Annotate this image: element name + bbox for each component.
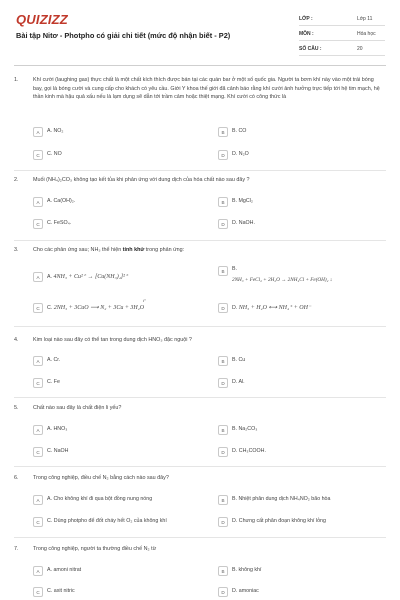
meta-value: 20 xyxy=(357,46,363,52)
meta-value: Hóa học xyxy=(357,31,376,37)
meta-label: MÔN : xyxy=(299,31,314,37)
meta-divider xyxy=(299,55,385,56)
option-text: A. amoni nitrat xyxy=(47,567,82,573)
option-letter-badge: A xyxy=(33,272,43,282)
question-text: Muối (NH₄)₂CO₃ không tạo kết tủa khi phản ứng với dung dịch của hóa chất nào sau đây ? xyxy=(33,177,250,183)
option-text: A. Ca(OH)₂. xyxy=(47,198,76,204)
question-text: Khí cười (laughing gas) thực chất là một chất kích thích được bán tại các quán bar ở một số quốc gia. Người ta bơm khí này vào một trái bóng bay, gọi là bóng cười và cung cấp cho khách có yêu cầu. Giới Y khoa thế giới đã cảnh báo rằng khí cười ảnh hưởng trực tiếp tới hệ tim mạch, hệ thần kinh mà hậu quả xấu nếu là lạm dụng sẽ dẫn tới trầm cảm hoặc thiệt mạng. Khí cười có công thức là xyxy=(33,77,380,101)
option-text: B. Cu xyxy=(232,357,246,363)
question-text: Chất nào sau đây là chất điện li yếu? xyxy=(33,405,122,411)
question-text: Trong công nghiệp, người ta thường điều chế N₂ từ xyxy=(33,546,157,552)
question-number: 5. xyxy=(14,405,19,411)
question-text-part: Cho các phản ứng sau; NH₃ thể hiện xyxy=(33,247,123,253)
option-text: C. Dùng photpho để đốt cháy hết O₂ của không khí xyxy=(47,518,167,524)
option-text: B. Na₂CO₃ xyxy=(232,426,258,432)
reaction-condition: t° xyxy=(143,298,146,303)
option-text: D. CH₃COOH. xyxy=(232,448,266,454)
header-divider xyxy=(14,65,386,66)
option-text: B. Nhiệt phân dung dịch NH₄NO₂ bão hòa xyxy=(232,496,331,502)
equation: 2NH₃ + FeCl₂ + 2H₂O → 2NH₄Cl + Fe(OH)₂ ↓ xyxy=(232,277,333,283)
option-letter-badge: C xyxy=(33,219,43,229)
option-text: A. Cho không khí đi qua bột đồng nung nóng xyxy=(47,496,153,502)
meta-value: Lớp 11 xyxy=(357,16,373,22)
meta-label: SỐ CÂU : xyxy=(299,46,322,52)
option-prefix: A. xyxy=(47,274,53,280)
option-letter-badge: C xyxy=(33,587,43,597)
option-prefix: C. xyxy=(47,305,53,311)
option-letter-badge: C xyxy=(33,378,43,388)
question-divider xyxy=(14,326,386,327)
question-text-emphasis: tính khử xyxy=(122,247,145,253)
option-letter-badge: D xyxy=(218,150,228,160)
option-letter-badge: C xyxy=(33,447,43,457)
option-letter-badge: D xyxy=(218,219,228,229)
option-letter-badge: D xyxy=(218,447,228,457)
equation: 2NH₃ + 3CuO ⟶ N₂ + 3Cu + 3H₂O xyxy=(53,305,145,311)
option-text: D. N₂O xyxy=(232,151,249,157)
option-text: C. NO xyxy=(47,151,62,157)
equation: 4NH₃ + Cu²⁺ → [Cu(NH₃)₄]²⁺ xyxy=(53,274,129,280)
option-text xyxy=(47,273,128,280)
option-letter-badge: A xyxy=(33,425,43,435)
question-number: 7. xyxy=(14,546,19,552)
option-text: B. CO xyxy=(232,128,247,134)
question-divider xyxy=(14,240,386,241)
option-letter-badge: B xyxy=(218,566,228,576)
equation: NH₃ + H₂O ⟷ NH₄⁺ + OH⁻ xyxy=(238,305,312,311)
option-text: D. NaOH. xyxy=(232,220,255,226)
option-text xyxy=(232,304,311,311)
option-letter-badge: B xyxy=(218,266,228,276)
question-divider xyxy=(14,537,386,538)
option-text xyxy=(47,304,144,311)
question-text-part: trong phản ứng: xyxy=(144,247,185,253)
option-letter-badge: A xyxy=(33,566,43,576)
question-text: Kim loại nào sau đây có thể tan trong dung dịch HNO₃ đặc nguội ? xyxy=(33,337,192,343)
page-header xyxy=(0,0,400,64)
option-letter-badge: D xyxy=(218,517,228,527)
option-text: A. Cr. xyxy=(47,357,61,363)
option-letter-badge: A xyxy=(33,356,43,366)
question-divider xyxy=(14,397,386,398)
option-letter-badge: B xyxy=(218,127,228,137)
question-divider xyxy=(14,466,386,467)
question-number: 6. xyxy=(14,475,19,481)
option-letter-badge: A xyxy=(33,495,43,505)
question-number: 2. xyxy=(14,177,19,183)
option-text: C. Fe xyxy=(47,379,60,385)
option-text: A. NO₂ xyxy=(47,128,64,134)
option-text: D. Al. xyxy=(232,379,245,385)
option-letter-badge: D xyxy=(218,587,228,597)
option-text: B. không khí xyxy=(232,567,262,573)
question-divider xyxy=(14,170,386,171)
option-text: C. FeSO₄. xyxy=(47,220,72,226)
option-letter-badge: D xyxy=(218,378,228,388)
option-text: C. NaOH xyxy=(47,448,69,454)
question-number: 3. xyxy=(14,247,19,253)
question-text xyxy=(33,246,383,255)
option-prefix: D. xyxy=(232,305,238,311)
option-letter-badge: D xyxy=(218,303,228,313)
document-title: Bài tập Nitơ - Photpho có giải chi tiết (mức độ nhận biết - P2) xyxy=(16,31,231,40)
option-text: C. axit nitric xyxy=(47,588,75,594)
option-letter-badge: A xyxy=(33,197,43,207)
option-text: D. amoniac xyxy=(232,588,259,594)
option-letter-badge: B xyxy=(218,197,228,207)
question-number: 1. xyxy=(14,77,19,83)
option-letter-badge: C xyxy=(33,517,43,527)
option-text: A. HNO₃ xyxy=(47,426,68,432)
option-letter-badge: C xyxy=(33,150,43,160)
question-text: Trong công nghiệp, điều chế N₂ bằng cách nào sau đây? xyxy=(33,475,169,481)
meta-divider xyxy=(299,25,385,26)
option-letter-badge: B xyxy=(218,425,228,435)
option-letter-badge: A xyxy=(33,127,43,137)
option-letter-badge: B xyxy=(218,356,228,366)
meta-divider xyxy=(299,40,385,41)
option-text: D. Chưng cất phân đoạn không khí lỏng xyxy=(232,518,326,524)
option-letter-badge: B xyxy=(218,495,228,505)
question-number: 4. xyxy=(14,337,19,343)
option-text: B. MgCl₂ xyxy=(232,198,253,204)
option-letter-badge: C xyxy=(33,303,43,313)
quizizz-logo: QUIZIZZ xyxy=(16,12,68,27)
option-prefix: B. xyxy=(232,266,238,272)
meta-label: LỚP : xyxy=(299,16,313,22)
